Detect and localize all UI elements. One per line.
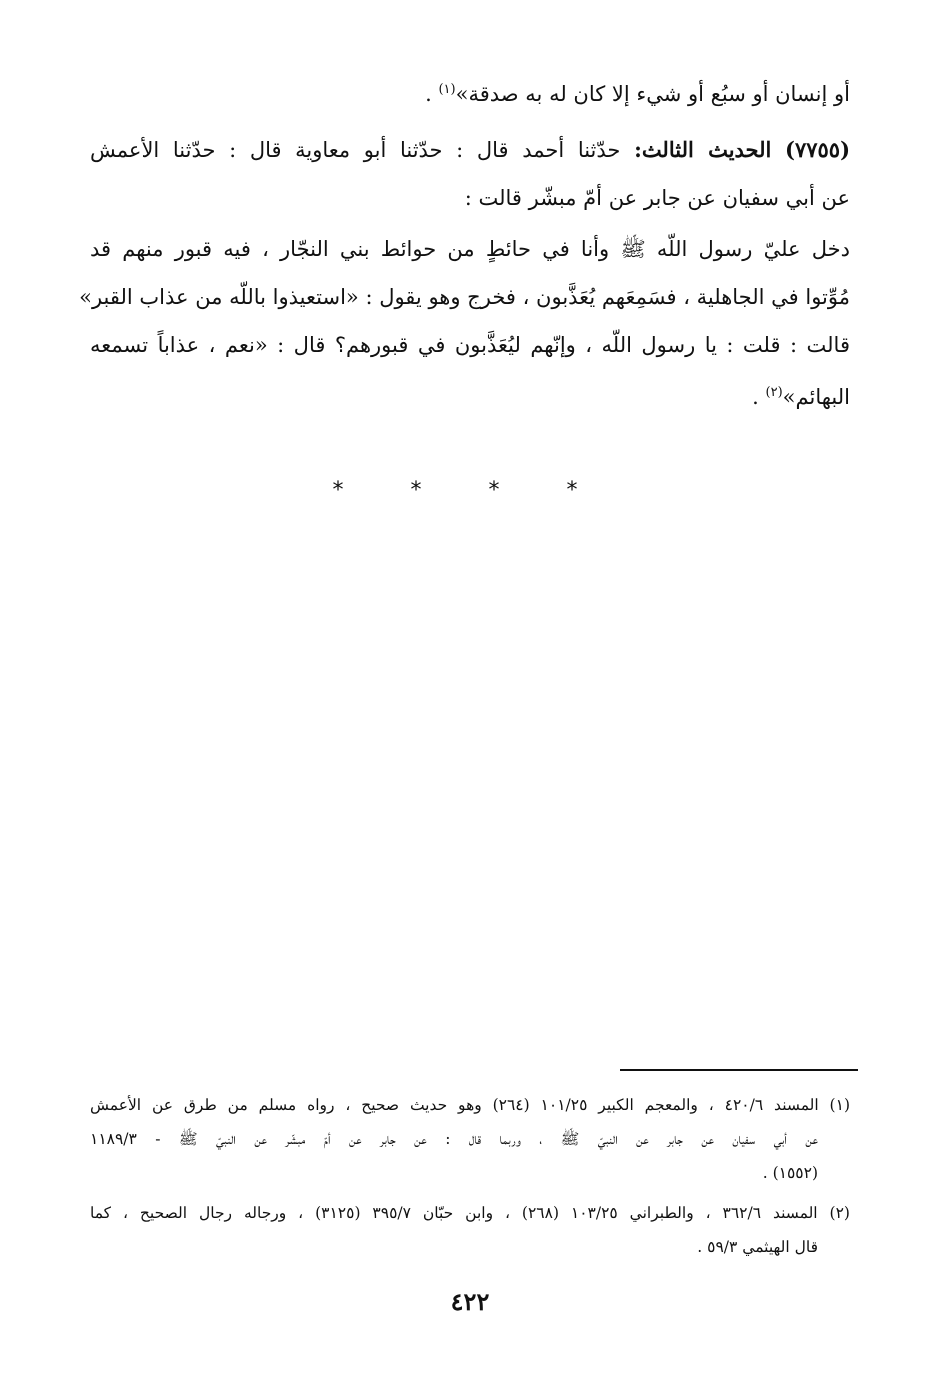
text-span: . [425, 82, 439, 106]
footnote-1 [90, 1088, 850, 1190]
hadith-label: الحديث الثالث: [634, 137, 772, 162]
footnote-2 [90, 1196, 850, 1264]
footnote-line: (١) المسند ٤٢٠/٦ ، والمعجم الكبير ١٠١/٢٥ (٢٦٤) وهو حديث صحيح ، رواه مسلم من طرق عن الأعمش [90, 1096, 850, 1114]
text-span: . [752, 385, 766, 409]
text-line: دخل عليّ رسول اللّه ﷺ وأنا في حائطٍ من حوائط بني النجّار ، فيه قبور منهم قد [90, 237, 850, 261]
footnote-line: عن أبي سفيان عن جابر عن النبيّ ﷺ ، وربما قال : عن جابر عن أمّ مبشّر عن النبيّ ﷺ - ١١٨٩/٣ [90, 1130, 818, 1148]
paragraph-continuation [90, 66, 850, 118]
hadith-intro-paragraph [90, 126, 850, 222]
hadith-body-paragraph [79, 225, 850, 421]
isnad-text: حدّثنا أحمد قال : حدّثنا أبو معاوية قال : حدّثنا الأعمش [90, 138, 621, 162]
footnote-ref: (١) [438, 82, 456, 97]
section-separator: * * * * [332, 478, 608, 503]
footnote-ref: (٢) [765, 385, 783, 400]
text-line [90, 369, 850, 421]
page-number: ٤٢٢ [450, 1287, 490, 1316]
text-line [90, 66, 850, 118]
text-line [90, 126, 850, 174]
text-line: مُوِّتوا في الجاهلية ، فسَمِعَهم يُعَذَّبون ، فخرج وهو يقول : «استعيذوا باللّه من عذاب القبر» [79, 285, 850, 309]
text-span: أو إنسان أو سبُع أو شيء إلا كان له به صدقة» [455, 82, 850, 106]
footnote-divider [620, 1069, 858, 1071]
hadith-number: (٧٧٥٥) [785, 137, 850, 162]
text-span: البهائم» [782, 385, 850, 409]
footnote-line: قال الهيثمي ٥٩/٣ . [697, 1238, 818, 1256]
text-line: عن أبي سفيان عن جابر عن أمّ مبشّر قالت : [464, 186, 850, 210]
footnote-line: (٢) المسند ٣٦٢/٦ ، والطبراني ١٠٣/٢٥ (٢٦٨) ، وابن حبّان ٣٩٥/٧ (٣١٢٥) ، ورجاله رجال الصحيح ، كما [90, 1204, 850, 1222]
text-line: قالت : قلت : يا رسول اللّه ، وإنّهم ليُعَذَّبون في قبورهم؟ قال : «نعم ، عذاباً تسمعه [90, 333, 850, 357]
footnote-line: (١٥٥٢) . [762, 1164, 818, 1182]
